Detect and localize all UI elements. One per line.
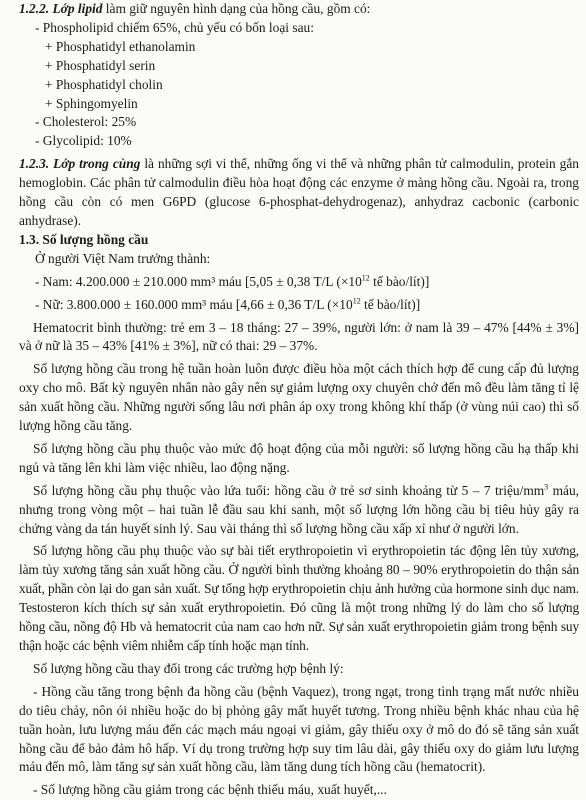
phospholipid-type: + Phosphatidyl ethanolamin xyxy=(45,38,196,54)
cholesterol-item: - Cholesterol: 25% xyxy=(35,114,137,130)
section-1-2-3-paragraph xyxy=(19,155,579,231)
section-1-2-2-text: làm giữ nguyên hình dạng của hồng cầu, gồm có: xyxy=(102,1,371,16)
female-count: - Nữ: 3.800.000 ± 160.000 mm³ máu [4,66 ± 0,36 T/L ($\times 10^{12}$ tế bào/lít)] xyxy=(35,296,421,312)
glycolipid-item: - Glycolipid: 10% xyxy=(35,133,132,149)
increase-bullet: - Hồng cầu tăng trong bệnh đa hồng cầu (bệnh Vaquez), trong ngạt, trong tình trạng mất nước nhiều do tiêu chảy, nôn ói nhiều hoặc do bị phỏng gây mất huyết tương. Trong nhiều bệnh khác nhau của hệ tuần hoàn, lưu lượng máu đến các mạch máu ngoại vi giảm, gây thiếu oxy ở mô do đó sẽ tăng sản xuất hồng cầu để bảo đảm hô hấp. Ví dụ trong trường hợp suy tim lâu dài, gây thiếu oxy do giảm lưu lượng máu đến mô, làm tăng sự sản xuất hồng cầu, làm tăng dung tích hồng cầu (hematocrit). xyxy=(19,683,579,775)
section-1-3-heading: 1.3. Số lượng hồng cầu xyxy=(19,231,149,247)
regulation-paragraph: Số lượng hồng cầu trong hệ tuần hoàn luôn được điều hòa một cách thích hợp để cung cấp đủ lượng oxy cho mô. Bất kỳ nguyên nhân nào gây nên sự giảm lượng oxy chuyên chở đến mô đều làm tăng tỉ lệ sản xuất hồng cầu. Những người sống lâu nơi phân áp oxy trong không khí thấp (ở vùng núi cao) thì số lượng hồng cầu tăng. xyxy=(19,361,579,434)
age-paragraph: Số lượng hồng cầu phụ thuộc vào lứa tuổi: hồng cầu ở trẻ sơ sinh khoảng từ 5 – 7 triệu/$mm^3$ máu, nhưng trong vòng một – hai tuần lễ đầu sau khi sanh, một số lượng lớn hồng cầu bị tiêu hủy gây ra chứng vàng da tán huyết sinh lý. Sau vài tháng thì số lượng hồng cầu xấp xỉ như ở người lớn. xyxy=(19,482,579,536)
section-1-2-2-intro xyxy=(19,0,579,19)
phospholipid-type: + Sphingomyelin xyxy=(45,95,138,111)
erythropoietin-paragraph: Số lượng hồng cầu phụ thuộc vào sự bài tiết erythropoietin vì erythropoietin tác động lên tủy xương, làm tủy xương tăng sản xuất hồng cầu. Ở người bình thường khoảng 80 – 90% erythropoietin do thận sản xuất, phần còn lại do gan sản xuất. Sự tổng hợp erythropoietin chịu ảnh hưởng của hormone sinh dục nam. Testosteron kích thích sự sản xuất erythropoietin. Đó cũng là một trong những lý do làm cho số lượng hồng cầu, nồng độ Hb và hematocrit của nam cao hơn nữ. Sự sản xuất erythropoietin giảm trong bệnh suy thận hoặc các bệnh viêm nhiễm cấp tính hoặc mạn tính. xyxy=(19,543,579,653)
document-page xyxy=(19,0,579,800)
phospholipid-type: + Phosphatidyl serin xyxy=(45,57,156,73)
activity-paragraph: Số lượng hồng cầu phụ thuộc vào mức độ hoạt động của mỗi người: số lượng hồng cầu hạ thấp khi ngủ và tăng lên khi làm việc nhiều, lao động nặng. xyxy=(19,440,579,475)
phospholipid-item: - Phospholipid chiếm 65%, chủ yếu có bốn loại sau: xyxy=(35,19,314,35)
phospholipid-type: + Phosphatidyl cholin xyxy=(45,76,163,92)
decrease-bullet: - Số lượng hồng cầu giảm trong các bệnh thiếu máu, xuất huyết,... xyxy=(33,782,387,798)
pathology-intro: Số lượng hồng cầu thay đổi trong các trường hợp bệnh lý: xyxy=(33,660,344,676)
section-1-2-2-heading: 1.2.2. Lớp lipid xyxy=(19,1,103,16)
adult-intro: Ở người Việt Nam trưởng thành: xyxy=(35,250,211,266)
section-1-2-3-heading: 1.2.3. Lớp trong cùng xyxy=(19,156,141,172)
male-count: - Nam: 4.200.000 ± 210.000 mm³ máu [5,05 ± 0,38 T/L ($\times 10^{12}$ tế bào/lít)] xyxy=(35,273,430,289)
hematocrit-paragraph: Hematocrit bình thường: trẻ em 3 – 18 tháng: 27 – 39%, người lớn: ở nam là 39 – 47% [44% ± 3%] và ở nữ là 35 – 43% [41% ± 3%], nữ có thai: 29 – 37%. xyxy=(19,319,579,354)
section-1-2-3-text: là những sợi vi thể, những ống vi thể và những phân tử calmodulin, protein gắn hemoglobin. Các phân tử calmodulin điều hòa hoạt động các enzyme ở màng hồng cầu. Ngoài ra, trong hồng cầu còn có men G6PD (glucose 6-phosphat-dehydrogenaz), anhydraz cacbonic (carbonic anhydrase). xyxy=(19,156,579,228)
